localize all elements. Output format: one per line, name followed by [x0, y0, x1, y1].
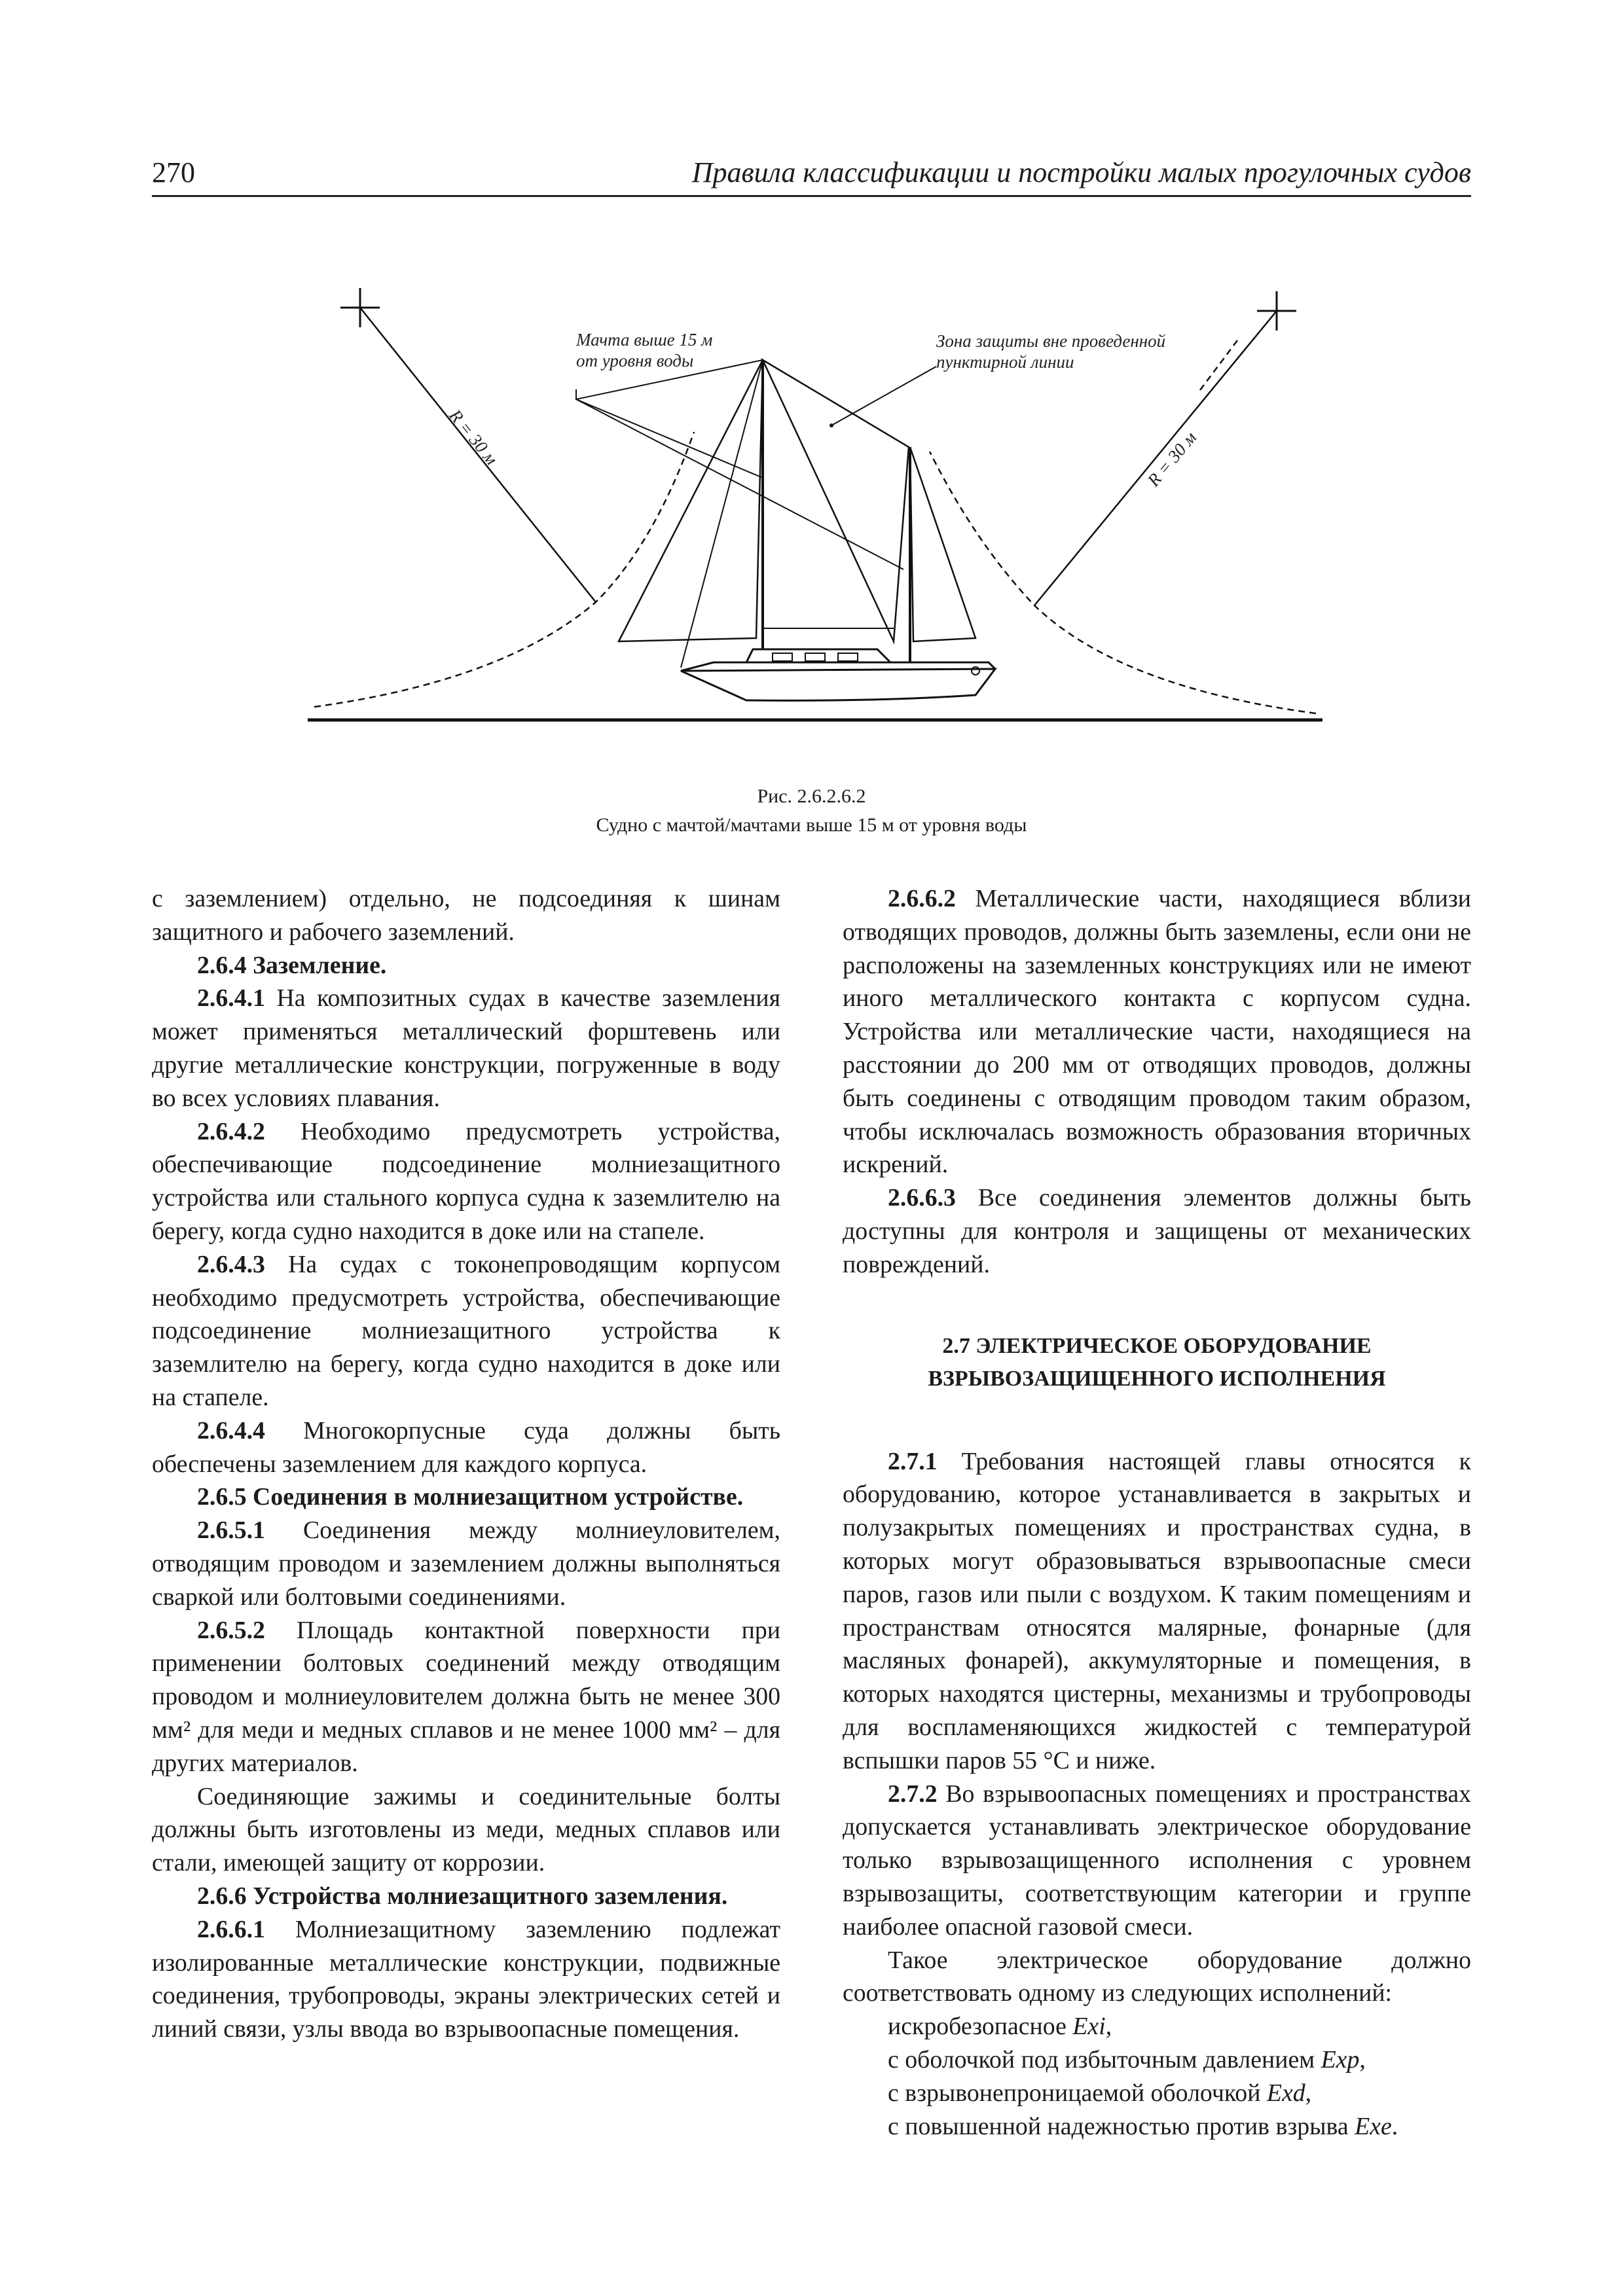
yacht-hull	[681, 669, 995, 700]
paragraph-clamps: Соединяющие зажимы и соединительные болты должны быть изготовлены из меди, медных сплавов или стали, имеющей защиту от коррозии.	[152, 1782, 780, 1877]
paragraph-2-7-2: 2.7.2 Во взрывоопасных помещениях и пространствах допускается устанавливать электрическое оборудование только взрывозащищенного исполнения с уровнем взрывозащиты, соответствующим категории и группе наиболее опасной газовой смеси.	[843, 1780, 1471, 1941]
zone-label: Зона защиты вне проведенной	[936, 331, 1166, 351]
radius-label-left: R = 30 м	[445, 405, 502, 469]
protection-arc-left	[314, 432, 694, 707]
jib-sail	[619, 360, 763, 641]
zone-label-line2: пунктирной линии	[936, 352, 1074, 372]
paragraph-continued: с заземлением) отдельно, не подсоединяя к шинам защитного и рабочего заземлений.	[152, 885, 780, 946]
mizzen-sail	[910, 447, 976, 641]
list-item-exi: искробезопасное Exi,	[888, 2013, 1112, 2041]
list-item-exp: с оболочкой под избыточным давлением Exp,	[888, 2045, 1366, 2073]
paragraph-2-6-6-1: 2.6.6.1 Молниезащитному заземлению подлежат изолированные металлические конструкции, подвижные соединения, трубопроводы, экраны электрических сетей и линий связи, узлы ввода во взрывоопасные помещения.	[152, 1915, 780, 2043]
figure-number: Рис. 2.6.2.6.2	[757, 785, 866, 807]
paragraph-2-6-6-3: 2.6.6.3 Все соединения элементов должны быть доступны для контроля и защищены от механических повреждений.	[843, 1184, 1471, 1278]
left-column	[152, 882, 780, 2046]
section-heading-2-7: 2.7 ЭЛЕКТРИЧЕСКОЕ ОБОРУДОВАНИЕ ВЗРЫВОЗАЩИЩЕННОГО ИСПОЛНЕНИЯ	[928, 1333, 1386, 1391]
figure-title: Судно с мачтой/мачтами выше 15 м от уровня воды	[596, 814, 1027, 836]
paragraph-2-6-6-2: 2.6.6.2 Металлические части, находящиеся вблизи отводящих проводов, должны быть заземлены, если они не расположены на заземленных конструкциях или не имеют иного металлического контакта с корпусом судна. Устройства или металлические части, находящиеся на расстоянии до 200 мм от отводящих проводов, должны быть соединены с отводящим проводом таким образом, чтобы исключалась возможность образования вторичных искрений.	[843, 885, 1471, 1179]
mast-label: Мачта выше 15 м	[576, 330, 713, 350]
figure-yacht-protection-zone	[288, 262, 1336, 759]
heading-2-6-4: 2.6.4 Заземление.	[197, 951, 387, 979]
paragraph-2-6-5-2: 2.6.5.2 Площадь контактной поверхности при применении болтовых соединений между отводящим проводом и молниеуловителем должна быть не менее 300 мм² для меди и медных сплавов и не менее 1000 мм² – для других материалов.	[152, 1616, 780, 1777]
list-item-exd: с взрывонепроницаемой оболочкой Exd,	[888, 2079, 1312, 2107]
running-title: Правила классификации и постройки малых прогулочных судов	[691, 156, 1471, 188]
protection-arc-right	[930, 452, 1316, 713]
list-item-exe: с повышенной надежностью против взрыва Exe.	[888, 2112, 1398, 2140]
main-sail	[763, 360, 909, 641]
paragraph-2-6-4-3: 2.6.4.3 На судах с токонепроводящим корпусом необходимо предусмотреть устройства, обеспечивающие подсоединение молниезащитного устройства к заземлителю на берегу, когда судно находится в доке или на стапеле.	[152, 1250, 780, 1411]
zone-label-leader	[831, 367, 936, 425]
paragraph-2-6-4-1: 2.6.4.1 На композитных судах в качестве заземления может применяться металлический форштевень или другие металлические конструкции, погруженные в воду во всех условиях плавания.	[152, 984, 780, 1112]
paragraph-such-equipment: Такое электрическое оборудование должно соответствовать одному из следующих исполнений:	[843, 1946, 1471, 2007]
paragraph-2-6-4-4: 2.6.4.4 Многокорпусные суда должны быть обеспечены заземлением для каждого корпуса.	[152, 1416, 780, 1478]
heading-2-6-5: 2.6.5 Соединения в молниезащитном устройстве.	[197, 1483, 744, 1511]
right-column	[843, 882, 1471, 2143]
heading-2-6-6: 2.6.6 Устройства молниезащитного заземления.	[197, 1882, 728, 1910]
mast-label-line2: от уровня воды	[576, 351, 694, 370]
figure-caption	[152, 782, 1471, 840]
radius-label-right: R = 30 м	[1143, 427, 1201, 490]
page-number: 270	[152, 156, 195, 188]
paragraph-2-7-1: 2.7.1 Требования настоящей главы относятся к оборудованию, которое устанавливается в закрытых и полузакрытых помещениях и пространствах судна, в которых могут образовываться взрывоопасные смеси паров, газов или пыли с воздухом. К таким помещениям и пространствам относятся малярные, фонарные (для масляных фонарей), аккумуляторные и помещения, в которых находятся цистерны, механизмы и трубопроводы для воспламеняющихся жидкостей с температурой вспышки паров 55 °С и ниже.	[843, 1447, 1471, 1774]
paragraph-2-6-5-1: 2.6.5.1 Соединения между молниеуловителем, отводящим проводом и заземлением должны выполняться сваркой или болтовыми соединениями.	[152, 1516, 780, 1611]
header-rule	[152, 195, 1471, 197]
paragraph-2-6-4-2: 2.6.4.2 Необходимо предусмотреть устройства, обеспечивающие подсоединение молниезащитного устройства или стального корпуса судна к заземлителю на берегу, когда судно находится в доке или на стапеле.	[152, 1117, 780, 1245]
